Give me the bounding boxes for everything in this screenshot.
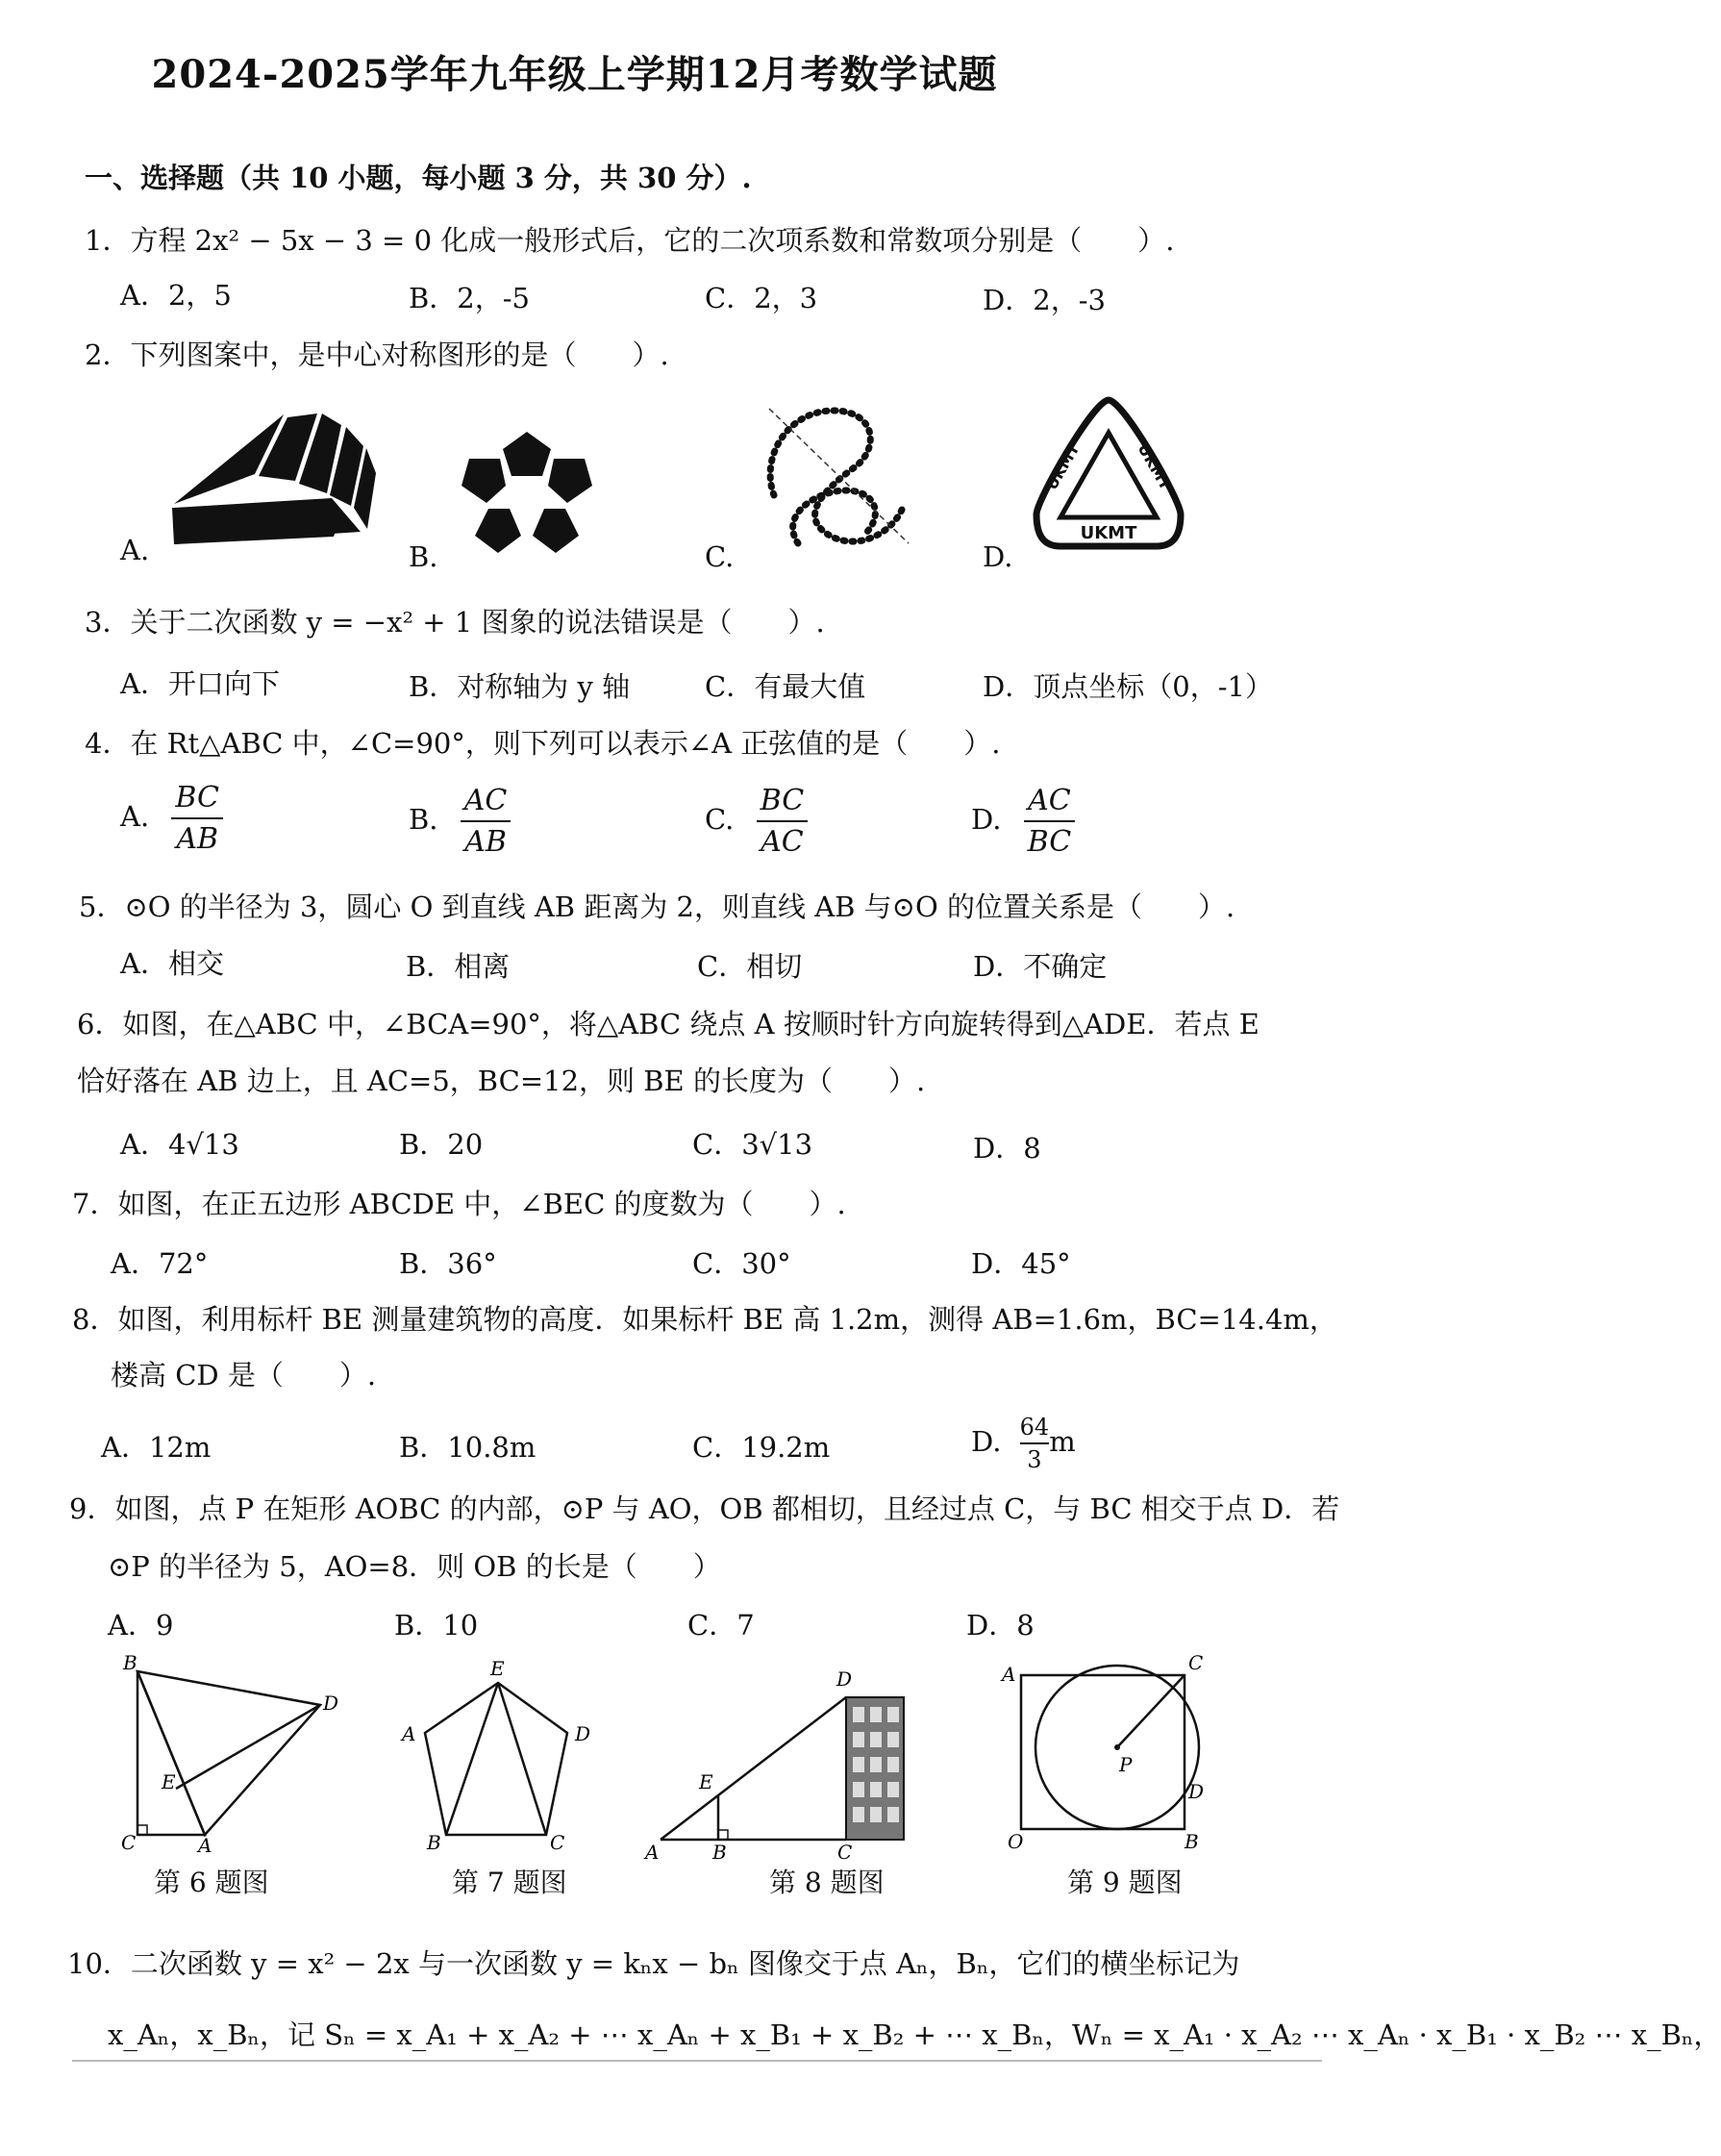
q8-option-a[interactable]: A．12m <box>101 1431 212 1464</box>
page-title: 2024-2025学年九年级上学期12月考数学试题 <box>151 52 998 97</box>
question-8-stem-line2: 楼高 CD 是（ ）. <box>111 1359 377 1391</box>
q7-option-c[interactable]: C．30° <box>692 1247 791 1280</box>
fraction-numerator: BC <box>760 784 805 817</box>
question-5-stem: 5．⊙O 的半径为 3，圆心 O 到直线 AB 距离为 2，则直线 AB 与⊙O 的位置关系是（ ）. <box>79 890 1235 923</box>
q9-option-b[interactable]: B．10 <box>394 1609 479 1642</box>
q1-option-b[interactable]: B．2，-5 <box>409 282 531 314</box>
q1-option-c[interactable]: C．2，3 <box>705 282 818 314</box>
figure-8 <box>639 1659 947 1864</box>
q2-figure-d-ukmt-logo <box>1027 394 1190 553</box>
q2-option-d[interactable]: D. <box>983 540 1013 573</box>
question-2-stem: 2．下列图案中，是中心对称图形的是（ ）. <box>85 338 669 371</box>
question-6-stem: 6．如图，在△ABC 中，∠BCA=90°，将△ABC 绕点 A 按顺时针方向旋转得到△ADE．若点 E <box>77 1008 1260 1040</box>
q3-option-a[interactable]: A．开口向下 <box>120 667 280 700</box>
figure-6-label-c: C <box>121 1831 137 1854</box>
q2-figure-c-dotted-curves <box>760 399 918 563</box>
fraction-denominator: AB <box>176 822 219 856</box>
q8-option-d-label: D. <box>971 1425 1002 1458</box>
question-3-stem: 3．关于二次函数 y = −x² + 1 图象的说法错误是（ ）. <box>85 606 825 639</box>
q5-option-b[interactable]: B．相离 <box>406 950 511 983</box>
question-8-stem: 8．如图，利用标杆 BE 测量建筑物的高度．如果标杆 BE 高 1.2m，测得 AB=1.6m，BC=14.4m， <box>72 1303 1337 1336</box>
fraction-bar <box>461 820 511 822</box>
q5-option-a[interactable]: A．相交 <box>120 947 224 980</box>
figure-8-label-e: E <box>699 1770 713 1793</box>
q9-option-c[interactable]: C．7 <box>687 1609 755 1642</box>
fraction-numerator: AC <box>463 784 508 817</box>
q2-option-c[interactable]: C. <box>705 540 735 573</box>
q4-option-c-fraction <box>757 784 809 859</box>
question-10-stem: 10．二次函数 y = x² − 2x 与一次函数 y = kₙx − bₙ 图像交于点 Aₙ，Bₙ，它们的横坐标记为 <box>67 1947 1240 1980</box>
q2-figure-b-pentagons <box>460 430 594 555</box>
q8-option-b[interactable]: B．10.8m <box>399 1431 536 1464</box>
figure-7-label-e: E <box>490 1657 505 1680</box>
fraction-numerator: 64 <box>1019 1414 1050 1441</box>
fraction-denominator: 3 <box>1027 1446 1042 1473</box>
q6-option-a[interactable]: A．4√13 <box>120 1128 239 1161</box>
figure-9-label-o: O <box>1008 1830 1024 1853</box>
q4-option-a-label: A. <box>120 800 150 833</box>
question-9-stem: 9．如图，点 P 在矩形 AOBC 的内部，⊙P 与 AO，OB 都相切，且经过点 C，与 BC 相交于点 D．若 <box>69 1492 1340 1525</box>
fraction-numerator: AC <box>1028 784 1071 817</box>
figure-9-label-c: C <box>1188 1651 1204 1674</box>
q6-option-b[interactable]: B．20 <box>399 1128 484 1161</box>
fraction-denominator: AB <box>464 825 507 859</box>
fraction-bar <box>1024 820 1076 822</box>
figure-9-label-b: B <box>1185 1830 1199 1853</box>
figure-6-caption: 第 6 题图 <box>154 1867 269 1898</box>
q4-option-d-fraction <box>1024 784 1076 859</box>
figure-8-label-c: C <box>837 1841 853 1864</box>
page-bottom-divider <box>72 2060 1322 2062</box>
q4-option-d[interactable] <box>971 784 1075 859</box>
figure-9-label-a: A <box>1002 1663 1016 1686</box>
figure-7-label-b: B <box>427 1831 441 1854</box>
q2-option-b[interactable]: B. <box>409 540 438 573</box>
q4-option-b[interactable] <box>409 784 511 859</box>
question-6-stem-line2: 恰好落在 AB 边上，且 AC=5，BC=12，则 BE 的长度为（ ）. <box>77 1065 926 1097</box>
figure-6-label-a: A <box>198 1834 212 1857</box>
q4-option-b-fraction <box>461 784 511 859</box>
figure-7-label-c: C <box>550 1831 565 1854</box>
q1-option-d[interactable]: D．2，-3 <box>983 284 1106 316</box>
q6-option-d[interactable]: D．8 <box>973 1132 1041 1165</box>
q4-option-c-label: C. <box>705 803 735 836</box>
q8-option-c[interactable]: C．19.2m <box>692 1431 831 1464</box>
q3-option-b[interactable]: B．对称轴为 y 轴 <box>409 670 631 703</box>
fraction-numerator: BC <box>175 781 219 815</box>
q5-option-d[interactable]: D．不确定 <box>973 950 1108 983</box>
fraction-bar <box>757 820 809 822</box>
q8-option-d-unit: m <box>1049 1425 1076 1458</box>
figure-7-label-d: D <box>575 1722 591 1745</box>
figure-6-label-e: E <box>162 1770 176 1793</box>
q8-option-d[interactable] <box>971 1414 1076 1473</box>
figure-6 <box>113 1651 344 1857</box>
q1-option-a[interactable]: A．2，5 <box>120 279 232 312</box>
fraction-denominator: AC <box>761 825 804 859</box>
figure-9-label-p: P <box>1119 1753 1133 1776</box>
q7-option-a[interactable]: A．72° <box>111 1247 209 1280</box>
q6-option-c[interactable]: C．3√13 <box>692 1128 813 1161</box>
fraction-denominator: BC <box>1027 825 1072 859</box>
question-10-stem-line2: x_Aₙ，x_Bₙ，记 Sₙ = x_A₁ + x_A₂ + ⋯ x_Aₙ + x_B₁ + x_B₂ + ⋯ x_Bₙ，Wₙ = x_A₁ · x_A₂ ⋯ x_Aₙ · x_B₁ · x_B₂ ⋯ x_Bₙ， <box>108 2018 1721 2051</box>
q3-option-c[interactable]: C．有最大值 <box>705 670 866 703</box>
q9-option-a[interactable]: A．9 <box>108 1609 174 1642</box>
figure-6-label-d: D <box>323 1692 339 1715</box>
figure-9-label-d: D <box>1188 1780 1205 1803</box>
figure-9 <box>1000 1646 1231 1853</box>
q9-option-d[interactable]: D．8 <box>966 1609 1035 1642</box>
figure-7-label-a: A <box>402 1722 416 1745</box>
ukmt-right-text: UKMT <box>1134 439 1176 493</box>
section-heading: 一、选择题（共 10 小题，每小题 3 分，共 30 分）. <box>85 162 752 194</box>
fraction-bar <box>171 817 223 819</box>
q7-option-b[interactable]: B．36° <box>399 1247 497 1280</box>
figure-6-label-b: B <box>123 1651 137 1674</box>
q7-option-d[interactable]: D．45° <box>971 1247 1071 1280</box>
figure-8-label-d: D <box>836 1667 853 1691</box>
ukmt-left-text: UKMT <box>1041 439 1084 493</box>
q8-option-d-fraction <box>1020 1414 1050 1473</box>
q4-option-a[interactable] <box>120 781 223 856</box>
figure-9-caption: 第 9 题图 <box>1067 1867 1183 1898</box>
figure-7-caption: 第 7 题图 <box>452 1867 567 1898</box>
question-1-stem: 1．方程 2x² − 5x − 3 = 0 化成一般形式后，它的二次项系数和常数项分别是（ ）. <box>85 224 1175 257</box>
question-9-stem-line2: ⊙P 的半径为 5，AO=8．则 OB 的长是（ ） <box>108 1550 721 1583</box>
figure-7 <box>394 1654 596 1854</box>
question-4-stem: 4．在 Rt△ABC 中，∠C=90°，则下列可以表示∠A 正弦值的是（ ）. <box>85 727 1001 760</box>
q4-option-a-fraction <box>171 781 223 856</box>
figure-8-label-b: B <box>712 1841 727 1864</box>
q4-option-b-label: B. <box>409 803 438 836</box>
q2-figure-a-fan <box>168 402 380 546</box>
q5-option-c[interactable]: C．相切 <box>697 950 803 983</box>
q4-option-d-label: D. <box>971 803 1002 836</box>
fraction-bar <box>1020 1442 1050 1444</box>
q3-option-d[interactable]: D．顶点坐标（0，-1） <box>983 670 1273 703</box>
figure-8-caption: 第 8 题图 <box>769 1867 885 1898</box>
figure-8-label-a: A <box>645 1841 660 1864</box>
q4-option-c[interactable] <box>705 784 808 859</box>
ukmt-bottom-text: UKMT <box>1080 523 1137 543</box>
q2-option-a[interactable]: A. <box>120 534 150 566</box>
question-7-stem: 7．如图，在正五边形 ABCDE 中，∠BEC 的度数为（ ）. <box>72 1188 846 1220</box>
